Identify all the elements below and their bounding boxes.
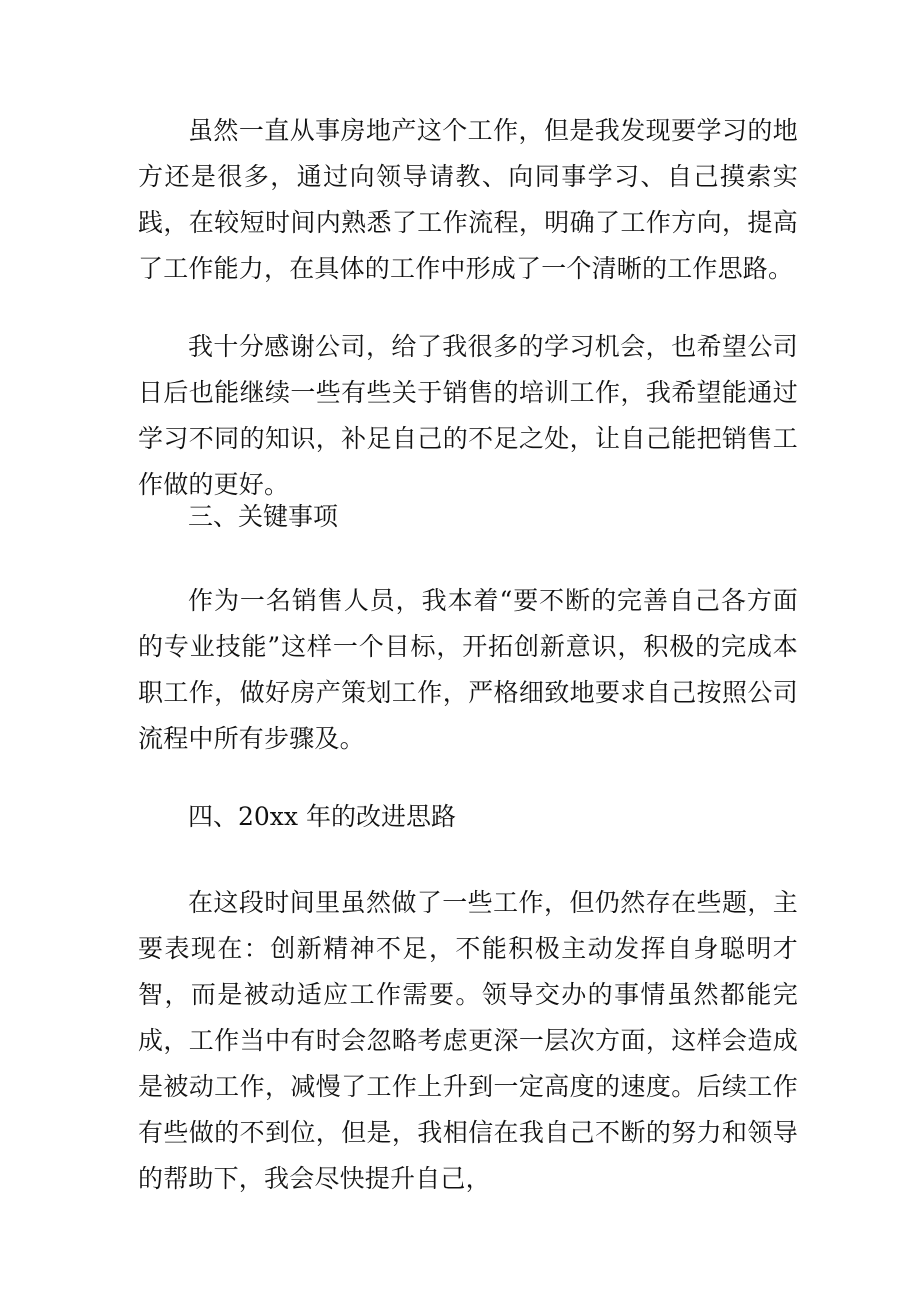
paragraph-shortcomings: 在这段时间里虽然做了一些工作，但仍然存在些题，主要表现在：创新精神不足，不能积极主动发挥自身聪明才智，而是被动适应工作需要。领导交办的事情虽然都能完成，工作当中有时会忽略考虑更深一层次方面，这样会造成是被动工作，减慢了工作上升到一定高度的速度。后续工作有些做的不到位，但是，我相信在我自己不断的努力和领导的帮助下，我会尽快提升自己，: [138, 888, 798, 1193]
paragraph-gratitude: 我十分感谢公司，给了我很多的学习机会，也希望公司日后也能继续一些有些关于销售的培训工作，我希望能通过学习不同的知识，补足自己的不足之处，让自己能把销售工作做的更好。: [138, 332, 798, 499]
paragraph-work-learning: 虽然一直从事房地产这个工作，但是我发现要学习的地方还是很多，通过向领导请教、向同事学习、自己摸索实践，在较短时间内熟悉了工作流程，明确了工作方向，提高了工作能力，在具体的工作中形成了一个清晰的工作思路。: [138, 116, 798, 283]
section-heading-key-items: 三、关键事项: [188, 502, 339, 531]
section-heading-improvement: 四、20xx 年的改进思路: [188, 802, 456, 831]
paragraph-sales-goals: 作为一名销售人员，我本着“要不断的完善自己各方面的专业技能”这样一个目标，开拓创新意识，积极的完成本职工作，做好房产策划工作，严格细致地要求自己按照公司流程中所有步骤及。: [138, 586, 798, 753]
